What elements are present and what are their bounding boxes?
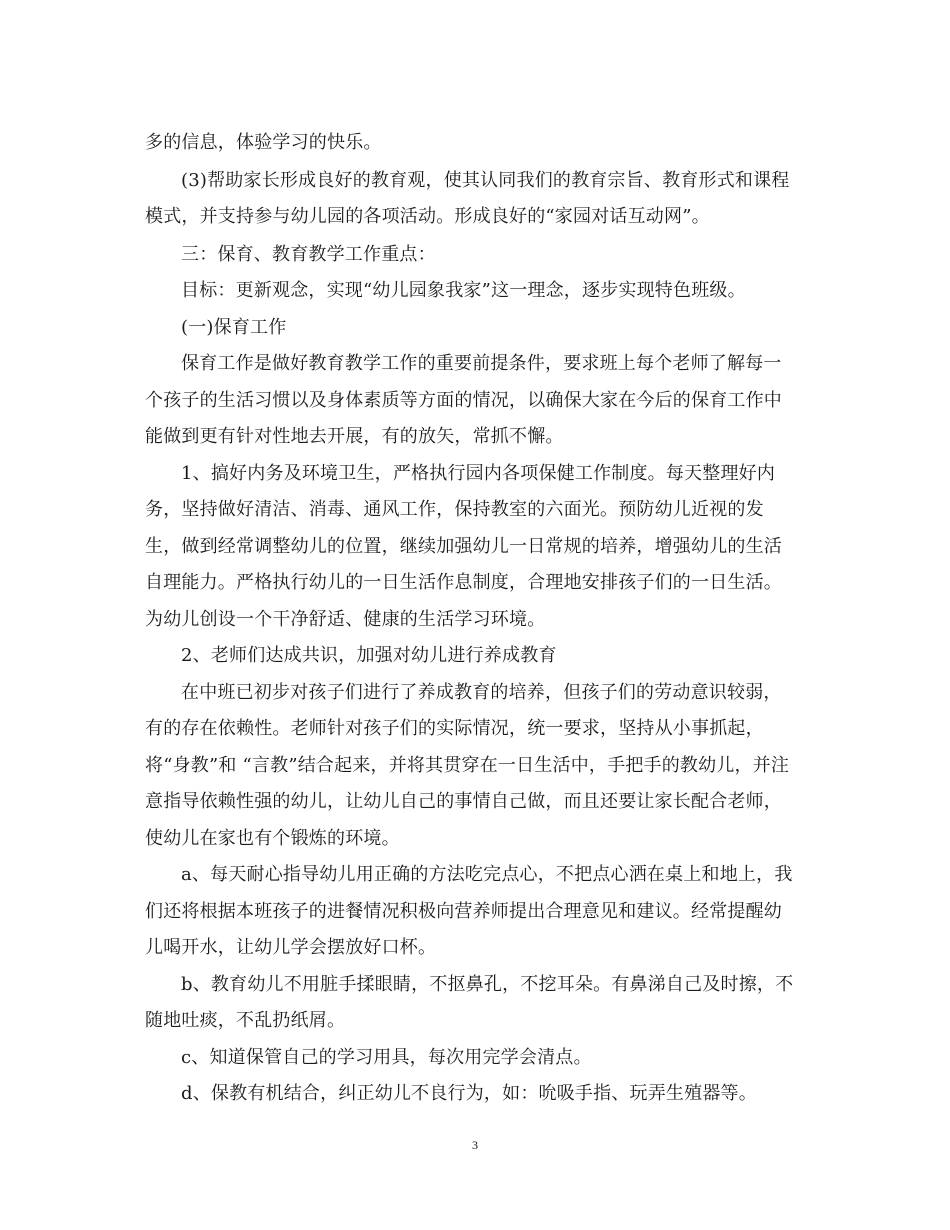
text-line: 模式，并支持参与幼儿园的各项活动。形成良好的“家园对话互动网”。 <box>145 206 710 227</box>
text-line: 保育工作是做好教育教学工作的重要前提条件，要求班上每个老师了解每一 <box>181 353 782 374</box>
text-line: c、知道保管自己的学习用具，每次用完学会清点。 <box>181 1047 592 1068</box>
text-line: 随地吐痰，不乱扔纸屑。 <box>145 1010 346 1031</box>
text-line: a、每天耐心指导幼儿用正确的方法吃完点心，不把点心洒在桌上和地上，我 <box>181 864 793 885</box>
text-line: 自理能力。严格执行幼儿的一日生活作息制度，合理地安排孩子们的一日生活。 <box>145 572 782 593</box>
section-heading: 三：保育、教育教学工作重点： <box>181 244 436 265</box>
text-line: 目标：更新观念，实现“幼儿园象我家”这一理念，逐步实现特色班级。 <box>181 280 746 301</box>
text-line: b、教育幼儿不用脏手揉眼睛，不抠鼻孔，不挖耳朵。有鼻涕自己及时擦，不 <box>181 974 794 995</box>
subsection-heading: (一)保育工作 <box>181 317 287 338</box>
text-line: 1、搞好内务及环境卫生，严格执行园内各项保健工作制度。每天整理好内 <box>181 463 776 484</box>
text-line: d、保教有机结合，纠正幼儿不良行为，如：吮吸手指、玩弄生殖器等。 <box>181 1083 757 1104</box>
text-line: 有的存在依赖性。老师针对孩子们的实际情况，统一要求，坚持从小事抓起， <box>145 718 764 739</box>
text-line: 能做到更有针对性地去开展，有的放矢，常抓不懈。 <box>145 426 564 447</box>
text-line: 2、老师们达成共识，加强对幼儿进行养成教育 <box>181 645 557 666</box>
text-line: (3)帮助家长形成良好的教育观，使其认同我们的教育宗旨、教育形式和课程 <box>181 170 790 191</box>
text-line: 在中班已初步对孩子们进行了养成教育的培养，但孩子们的劳动意识较弱， <box>181 682 782 703</box>
text-line: 意指导依赖性强的幼儿，让幼儿自己的事情自己做，而且还要让家长配合老师， <box>145 791 782 812</box>
text-line: 将“身教”和 “言教”结合起来，并将其贯穿在一日生活中，手把手的教幼儿，并注 <box>145 755 790 776</box>
text-line: 儿喝开水，让幼儿学会摆放好口杯。 <box>145 937 437 958</box>
text-line: 为幼儿创设一个干净舒适、健康的生活学习环境。 <box>145 609 546 630</box>
page-number: 3 <box>472 1138 478 1152</box>
text-line: 生，做到经常调整幼儿的位置，继续加强幼儿一日常规的培养，增强幼儿的生活 <box>145 536 782 557</box>
text-line: 多的信息，体验学习的快乐。 <box>145 132 382 153</box>
text-line: 个孩子的生活习惯以及身体素质等方面的情况，以确保大家在今后的保育工作中 <box>145 390 782 411</box>
text-line: 务，坚持做好清洁、消毒、通风工作，保持教室的六面光。预防幼儿近视的发 <box>145 499 764 520</box>
text-line: 们还将根据本班孩子的进餐情况积极向营养师提出合理意见和建议。经常提醒幼 <box>145 901 782 922</box>
text-line: 使幼儿在家也有个锻炼的环境。 <box>145 828 400 849</box>
